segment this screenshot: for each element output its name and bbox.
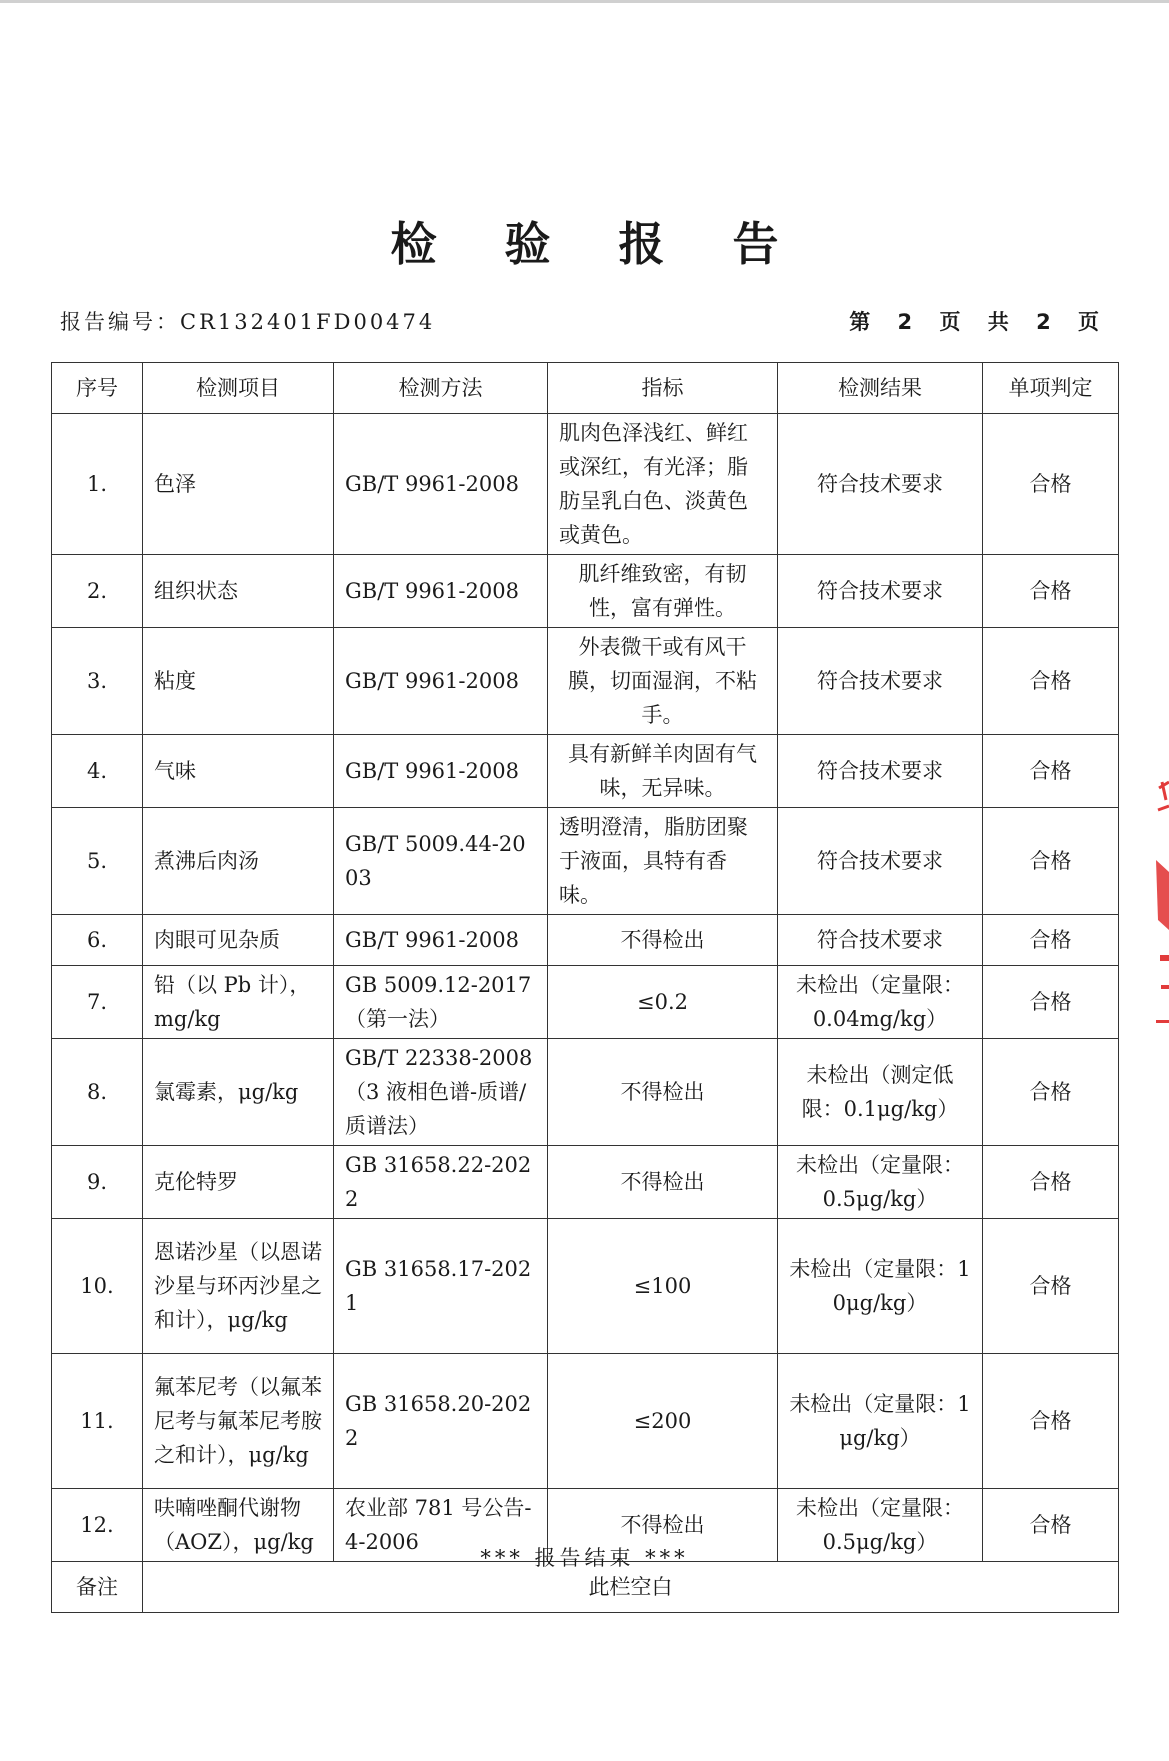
row-result: 符合技术要求 bbox=[778, 414, 983, 555]
row-item: 气味 bbox=[143, 735, 334, 808]
row-item: 铅（以 Pb 计），mg/kg bbox=[143, 966, 334, 1039]
row-standard: 肌肉色泽浅红、鲜红或深红，有光泽；脂肪呈乳白色、淡黄色或黄色。 bbox=[548, 414, 778, 555]
table-header-row bbox=[52, 363, 1119, 414]
row-standard: 不得检出 bbox=[548, 915, 778, 966]
row-standard: 具有新鲜羊肉固有气味，无异味。 bbox=[548, 735, 778, 808]
row-result: 符合技术要求 bbox=[778, 808, 983, 915]
row-no: 4. bbox=[52, 735, 143, 808]
header-standard: 指标 bbox=[548, 363, 778, 414]
row-item: 氟苯尼考（以氟苯尼考与氟苯尼考胺之和计），μg/kg bbox=[143, 1354, 334, 1489]
row-no: 7. bbox=[52, 966, 143, 1039]
row-item: 呋喃唑酮代谢物（AOZ），μg/kg bbox=[143, 1489, 334, 1562]
row-method: GB/T 9961-2008 bbox=[334, 628, 548, 735]
header-item: 检测项目 bbox=[143, 363, 334, 414]
header-no: 序号 bbox=[52, 363, 143, 414]
row-method: GB 31658.20-2022 bbox=[334, 1354, 548, 1489]
report-number: 报告编号：CR132401FD00474 bbox=[60, 310, 436, 334]
row-standard: 外表微干或有风干膜，切面湿润，不粘手。 bbox=[548, 628, 778, 735]
row-item: 克伦特罗 bbox=[143, 1146, 334, 1219]
header-method: 检测方法 bbox=[334, 363, 548, 414]
row-no: 9. bbox=[52, 1146, 143, 1219]
row-result: 符合技术要求 bbox=[778, 628, 983, 735]
row-verdict: 合格 bbox=[983, 966, 1119, 1039]
row-method: GB/T 22338-2008（3 液相色谱-质谱/质谱法） bbox=[334, 1039, 548, 1146]
row-method: GB/T 9961-2008 bbox=[334, 915, 548, 966]
row-item: 煮沸后肉汤 bbox=[143, 808, 334, 915]
page-info: 第 2 页 共 2 页 bbox=[849, 310, 1109, 334]
row-result: 符合技术要求 bbox=[778, 555, 983, 628]
row-result: 符合技术要求 bbox=[778, 735, 983, 808]
row-result: 符合技术要求 bbox=[778, 915, 983, 966]
row-item: 色泽 bbox=[143, 414, 334, 555]
row-no: 12. bbox=[52, 1489, 143, 1562]
header-result: 检测结果 bbox=[778, 363, 983, 414]
row-verdict: 合格 bbox=[983, 1146, 1119, 1219]
row-no: 10. bbox=[52, 1219, 143, 1354]
row-item: 粘度 bbox=[143, 628, 334, 735]
row-result: 未检出（定量限：1μg/kg） bbox=[778, 1354, 983, 1489]
row-verdict: 合格 bbox=[983, 1039, 1119, 1146]
table-row bbox=[52, 966, 1119, 1039]
remarks-label: 备注 bbox=[52, 1562, 143, 1613]
table-row bbox=[52, 1219, 1119, 1354]
table-row bbox=[52, 628, 1119, 735]
row-standard: ≤200 bbox=[548, 1354, 778, 1489]
row-item: 恩诺沙星（以恩诺沙星与环丙沙星之和计），μg/kg bbox=[143, 1219, 334, 1354]
table-row bbox=[52, 1039, 1119, 1146]
row-method: GB 31658.22-2022 bbox=[334, 1146, 548, 1219]
header-verdict: 单项判定 bbox=[983, 363, 1119, 414]
row-verdict: 合格 bbox=[983, 414, 1119, 555]
table-row bbox=[52, 414, 1119, 555]
row-verdict: 合格 bbox=[983, 735, 1119, 808]
table-row bbox=[52, 735, 1119, 808]
top-rule bbox=[0, 0, 1169, 3]
row-result: 未检出（定量限：10μg/kg） bbox=[778, 1219, 983, 1354]
row-method: GB/T 9961-2008 bbox=[334, 735, 548, 808]
row-verdict: 合格 bbox=[983, 628, 1119, 735]
row-verdict: 合格 bbox=[983, 555, 1119, 628]
row-result: 未检出（定量限：0.5μg/kg） bbox=[778, 1146, 983, 1219]
row-no: 8. bbox=[52, 1039, 143, 1146]
remarks-value: 此栏空白 bbox=[143, 1562, 1119, 1613]
row-no: 1. bbox=[52, 414, 143, 555]
row-item: 氯霉素，μg/kg bbox=[143, 1039, 334, 1146]
table-row bbox=[52, 555, 1119, 628]
row-standard: ≤0.2 bbox=[548, 966, 778, 1039]
row-method: GB 5009.12-2017（第一法） bbox=[334, 966, 548, 1039]
row-no: 2. bbox=[52, 555, 143, 628]
row-verdict: 合格 bbox=[983, 1219, 1119, 1354]
table-row bbox=[52, 1146, 1119, 1219]
row-method: GB 31658.17-2021 bbox=[334, 1219, 548, 1354]
row-standard: 透明澄清，脂肪团聚于液面，具特有香味。 bbox=[548, 808, 778, 915]
row-no: 5. bbox=[52, 808, 143, 915]
row-item: 肉眼可见杂质 bbox=[143, 915, 334, 966]
table-row bbox=[52, 915, 1119, 966]
row-standard: 不得检出 bbox=[548, 1039, 778, 1146]
row-standard: 不得检出 bbox=[548, 1489, 778, 1562]
row-result: 未检出（定量限：0.04mg/kg） bbox=[778, 966, 983, 1039]
row-verdict: 合格 bbox=[983, 1354, 1119, 1489]
row-standard: 不得检出 bbox=[548, 1146, 778, 1219]
row-no: 3. bbox=[52, 628, 143, 735]
row-no: 6. bbox=[52, 915, 143, 966]
row-no: 11. bbox=[52, 1354, 143, 1489]
document-title: 检 验 报 告 bbox=[390, 217, 805, 271]
row-standard: 肌纤维致密，有韧性，富有弹性。 bbox=[548, 555, 778, 628]
red-stamp-fragment bbox=[1156, 780, 1169, 1030]
row-method: 农业部 781 号公告-4-2006 bbox=[334, 1489, 548, 1562]
row-method: GB/T 9961-2008 bbox=[334, 414, 548, 555]
row-verdict: 合格 bbox=[983, 808, 1119, 915]
table-row bbox=[52, 808, 1119, 915]
row-result: 未检出（测定低限：0.1μg/kg） bbox=[778, 1039, 983, 1146]
row-verdict: 合格 bbox=[983, 915, 1119, 966]
row-verdict: 合格 bbox=[983, 1489, 1119, 1562]
row-item: 组织状态 bbox=[143, 555, 334, 628]
row-standard: ≤100 bbox=[548, 1219, 778, 1354]
row-method: GB/T 9961-2008 bbox=[334, 555, 548, 628]
report-end-mark: *** 报告结束 *** bbox=[480, 1546, 689, 1570]
inspection-table bbox=[51, 362, 1119, 1613]
row-method: GB/T 5009.44-2003 bbox=[334, 808, 548, 915]
table-row bbox=[52, 1354, 1119, 1489]
row-result: 未检出（定量限：0.5μg/kg） bbox=[778, 1489, 983, 1562]
